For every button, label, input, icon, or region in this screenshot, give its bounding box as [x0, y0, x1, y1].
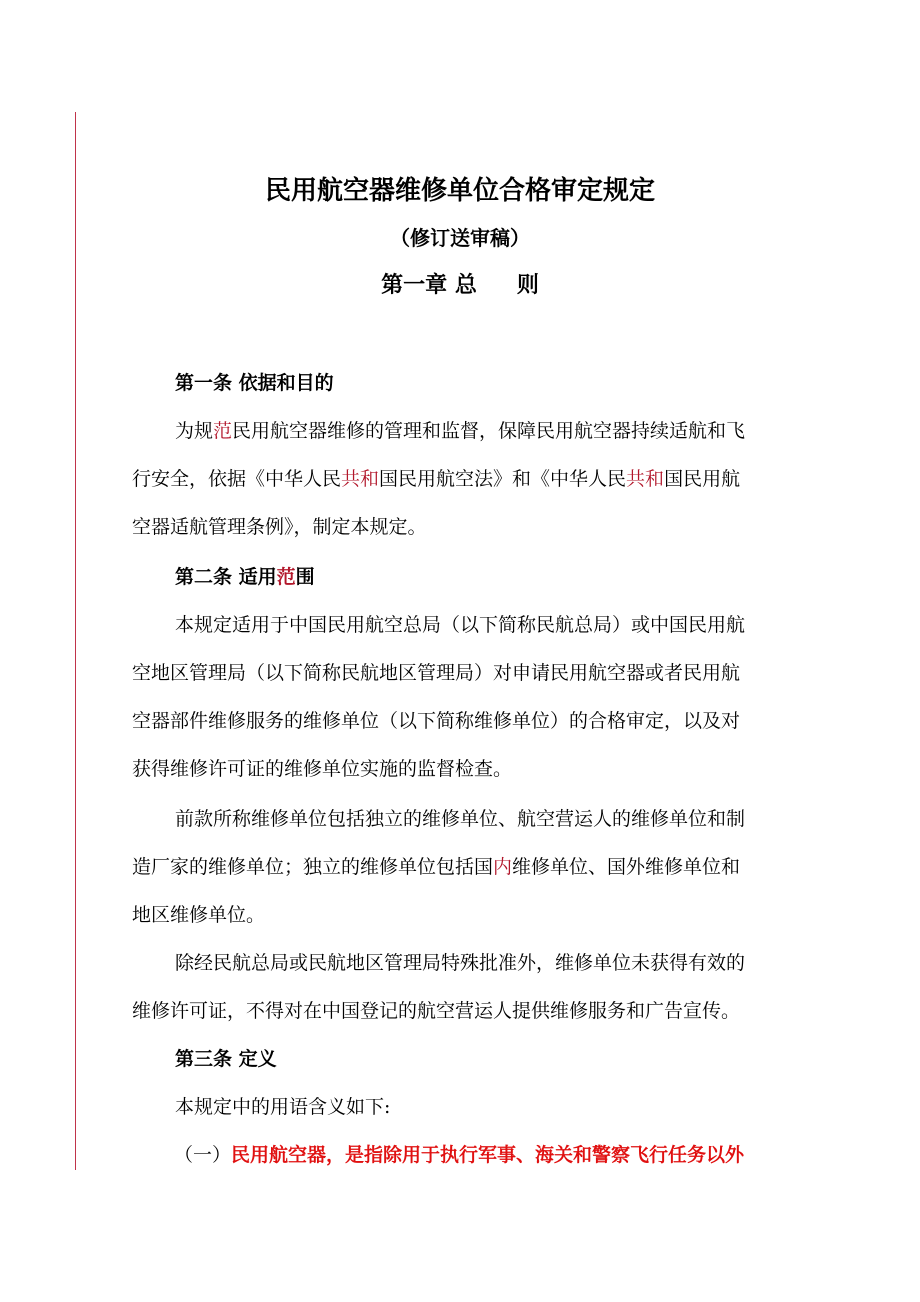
article-3-heading: 第三条 定义 [175, 1048, 277, 1070]
highlight: 共和 [626, 468, 665, 490]
article-2-p2-line-2: 造厂家的维修单位；独立的维修单位包括国内维修单位、国外维修单位和 [132, 856, 741, 878]
article-2-p1-line-3: 空器部件维修服务的维修单位（以下简称维修单位）的合格审定，以及对 [132, 710, 741, 732]
document-title: 民用航空器维修单位合格审定规定 [264, 176, 655, 206]
highlight: 共和 [341, 468, 380, 490]
article-2-p3-line-1: 除经民航总局或民航地区管理局特殊批准外，维修单位未获得有效的 [175, 952, 746, 974]
chapter-word-1: 总 [454, 272, 477, 298]
article-1-heading: 第一条 依据和目的 [175, 372, 334, 394]
article-1-line-3: 空器适航管理条例》，制定本规定。 [132, 516, 427, 538]
item-label: （一） [174, 1144, 232, 1166]
item-text: 民用航空器，是指除用于执行军事、海关和警察飞行任务以外 [231, 1144, 745, 1166]
document-subtitle: （修订送审稿） [390, 226, 530, 250]
article-2-p2-line-1: 前款所称维修单位包括独立的维修单位、航空营运人的维修单位和制 [175, 808, 746, 830]
article-1-line-2: 行安全，依据《中华人民共和国民用航空法》和《中华人民共和国民用航 [132, 468, 741, 490]
article-2-p1-line-4: 获得维修许可证的维修单位实施的监督检查。 [132, 758, 513, 780]
chapter-heading [0, 268, 920, 299]
article-2-p2-line-3: 地区维修单位。 [132, 904, 266, 926]
chapter-number: 第一章 [381, 272, 448, 298]
article-2-p1-line-1: 本规定适用于中国民用航空总局（以下简称民航总局）或中国民用航 [175, 614, 746, 636]
highlight: 内 [493, 856, 513, 878]
article-1-line-1: 为规范民用航空器维修的管理和监督，保障民用航空器持续适航和飞 [175, 420, 746, 442]
article-3-item-1 [174, 1140, 744, 1167]
article-3-intro: 本规定中的用语含义如下: [175, 1096, 391, 1118]
chapter-word-2: 则 [516, 272, 539, 298]
article-2-heading: 第二条 适用范围 [175, 566, 315, 588]
highlight: 范 [276, 566, 296, 588]
article-2-p1-line-2: 空地区管理局（以下简称民航地区管理局）对申请民用航空器或者民用航 [132, 662, 741, 684]
highlight: 范 [213, 420, 233, 442]
article-2-p3-line-2: 维修许可证，不得对在中国登记的航空营运人提供维修服务和广告宣传。 [132, 1000, 741, 1022]
